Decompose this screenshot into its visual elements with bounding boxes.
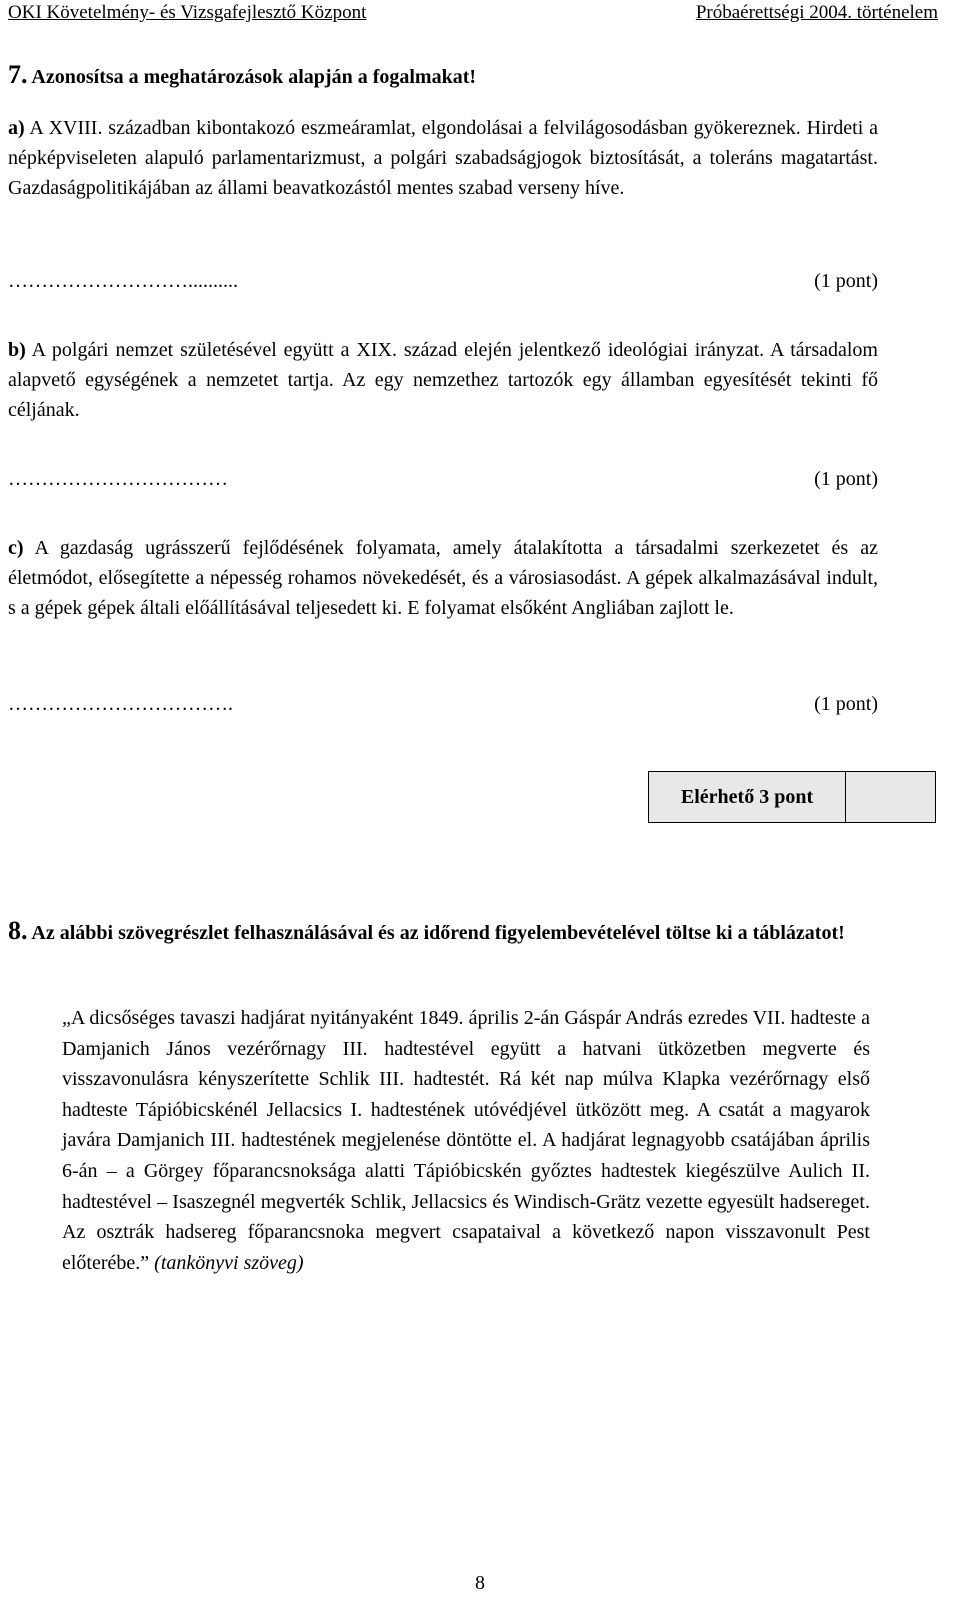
- question-7a-text: A XVIII. században kibontakozó eszmeáramlat, elgondolásai a felvilágosodásban gyökereznek. Hirdeti a népképviseleten alapuló parlamentarizmust, a polgári szabadságjogok biztosítását, a toleráns magatartást. Gazdaságpolitikájában az állami beavatkozástól mentes szabad verseny híve.: [8, 117, 878, 199]
- score-box: [648, 771, 936, 823]
- question-7b-label: b): [8, 339, 26, 361]
- source-quote-citation: (tankönyvi szöveg): [154, 1251, 304, 1274]
- answer-7c-points: (1 pont): [814, 693, 878, 715]
- answer-7c-dots[interactable]: …………………………….: [8, 693, 233, 715]
- header-institution: OKI Követelmény- és Vizsgafejlesztő Központ: [8, 2, 367, 23]
- question-7b-text: A polgári nemzet születésével együtt a XIX. század elején jelentkező ideológiai irányzat. A társadalom alapvető egységének a nemzetet tartja. Az egy nemzethez tartozók egy államban egyesítését tekinti fő céljának.: [8, 339, 878, 421]
- question-7c-text: A gazdaság ugrásszerű fejlődésének folyamata, amely átalakította a társadalmi szerkezetet és az életmódot, elősegítette a népesség rohamos növekedését, és a városiasodást. A gépek alkalmazásával indult, s a gépek gépek általi előállításával teljesedett ki. E folyamat elsőként Angliában zajlott le.: [8, 537, 878, 619]
- answer-7a-dots[interactable]: ………………………..........: [8, 270, 238, 292]
- page-number: 8: [475, 1572, 485, 1594]
- source-quote-text: „A dicsőséges tavaszi hadjárat nyitányaként 1849. április 2-án Gáspár András ezredes VII. hadteste a Damjanich János vezérőrnagy III. hadtestével együtt a hatvani ütközetben megverte és visszavonulásra kényszerítette Schlik III. hadtestét. Rá két nap múlva Klapka vezérőrnagy első hadteste Tápióbicskénél Jellacsics I. hadtestének utóvédjével ütközött meg. A csatát a magyarok javára Damjanich III. hadtestének megjelenése döntötte el. A hadjárat legnagyobb csatájában április 6-án – a Görgey főparancsnoksága alatti Tápióbicskén győztes hadtestek kiegészülve Aulich II. hadtestével – Isaszegnél megverték Schlik, Jellacsics és Windisch-Grätz vezette egyesült hadsereget. Az osztrák hadsereg főparancsnoka megvert csapataival a következő napon visszavonult Pest előterébe.”: [62, 1007, 870, 1274]
- score-label: Elérhető 3 pont: [649, 772, 846, 822]
- question-7c: [8, 533, 878, 623]
- question-8-title: [8, 916, 928, 948]
- answer-7b-dots[interactable]: ……………………………: [8, 468, 228, 490]
- answer-7a-points: (1 pont): [814, 270, 878, 292]
- answer-7a-line[interactable]: [8, 266, 878, 296]
- question-7-instruction: Azonosítsa a meghatározások alapján a fogalmakat!: [31, 66, 477, 88]
- question-7c-label: c): [8, 537, 24, 559]
- question-7b: [8, 335, 878, 425]
- page-header: [8, 2, 938, 26]
- question-7-title: [8, 60, 476, 92]
- question-8-instruction: Az alábbi szövegrészlet felhasználásával és az időrend figyelembevételével töltse ki a táblázatot!: [31, 922, 845, 944]
- question-8-number: 8.: [8, 916, 28, 945]
- answer-7c-line[interactable]: [8, 689, 878, 719]
- answer-7b-line[interactable]: [8, 464, 878, 494]
- answer-7b-points: (1 pont): [814, 468, 878, 490]
- question-7a: [8, 113, 878, 203]
- source-quote: [62, 1003, 870, 1278]
- question-7a-label: a): [8, 117, 25, 139]
- question-7-number: 7.: [8, 60, 28, 89]
- header-exam-title: Próbaérettségi 2004. történelem: [695, 2, 938, 23]
- score-input-cell[interactable]: [846, 772, 935, 822]
